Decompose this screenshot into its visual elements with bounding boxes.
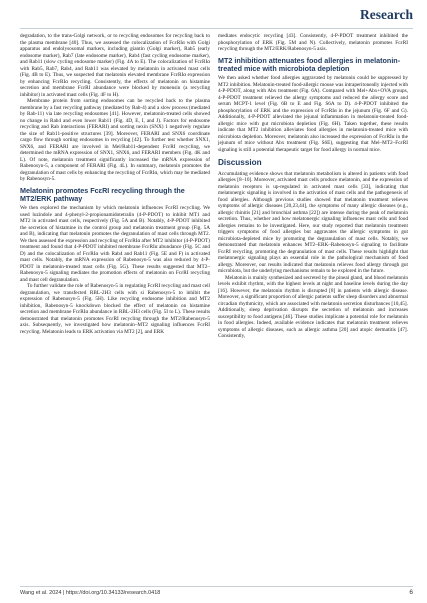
header-rule bbox=[20, 28, 413, 29]
left-column bbox=[20, 33, 210, 335]
paragraph: Melatonin is mainly synthesized and secreted by the pineal gland, and blood melatonin levels exhibit rhythm, with the highest levels at night and baseline levels during the day [16]. However, the melatonin rhythm is disrupted [8] in patients with allergic disease. Moreover, a significant proportion of allergic patients suffer sleep disorders and abnormal circadian rhythmicity, which are associated with melatonin secretion disturbances [10,45]. Additionally, sleep deprivation disrupts the secretion of melatonin and increases susceptibility to food antigens [46]. These studies implicate a potential role for melatonin in food allergies. Indeed, available evidence indicates that melatonin treatment relieves symptoms of allergic diseases, such as allergic asthma [20] and atopic dermatitis [47]. Consistently, bbox=[218, 274, 408, 340]
paragraph: mediates endocytic recycling [43]. Consistently, 4-P-PDOT treatment inhibited the phosphorylation of ERK (Fig. 5M and N). Collectively, melatonin promotes FcεRI recycling through the MT2/ERK/Rabenosyn-5 axis. bbox=[218, 33, 408, 52]
section-heading: Melatonin promotes FcεRI recycling through the MT2/ERK pathway bbox=[20, 185, 185, 203]
footer-rule bbox=[20, 586, 413, 587]
right-column bbox=[218, 33, 408, 340]
journal-logo: Research bbox=[360, 7, 413, 22]
discussion-heading: Discussion bbox=[218, 158, 262, 168]
paragraph: We then asked whether food allergies aggravated by melatonin could be suppressed by MT2 inhibition. Melatonin-treated food-allergic mouse was intraperitoneally injected with 4-P-PDOT, along with Abx treatment (Fig. 6A). Compared with Mel+Abx+OVA groups, 4-P-PDOT treatment relieved the allergy symptoms and reduced the allergy score and serum MCPT-1 level (Fig. 6B to E and Fig. S6A to D). 4-P-PDOT inhibited the phosphorylation of ERK and the expression of FcεRIα in the jejunum (Fig. 6F and G). Additionally, 4-P-PDOT alleviated the jejunal inflammation in melatonin-treated food-allergic mice with gut microbiota depletion (Fig. 6H). Taken together, these results indicate that MT2 inhibition alleviates food allergies in melatonin-treated mice with microbiota depletion. Moreover, melatonin also increased the expression of FcεRIα in the jejunum of mice without Abx treatment (Fig. S6E), suggesting that Mel–MT2–FcεRI signaling is still a potential therapeutic target for food allergy in normal mice. bbox=[218, 75, 408, 153]
paragraph: Membrane protein from sorting endosomes can be recycled back to the plasma membrane by a fast recycling pathway (mediated by Rab-4) and a slow process (mediated by Rab-11) via late recycling endosomes [41]. However, melatonin-treated cells showed no change in Rab4 and even lower Rab11 (Fig. 4D, E, I, and J). Factors for endosome recycling and Rab interactions (FERARI) and sorting nexin (SNX) 1 negatively regulate the size of Rab11-positive structures [39]. Moreover, FERARI and SNX6 coordinate cargo flow through sorting endosomes in recycling [42]. To further test whether SNX1, SNX6, and FERARI are involved in Mel/Rab11-dependent FcεRI recycling, we determined the mRNA expression of SNX1, SNX6, and FERARI members (Fig. 4K and L). Of note, melatonin treatment significantly increased the mRNA expression of Rabenosyn-5, a component of FERARI (Fig. 4L). In summary, melatonin promotes the degranulation of mast cells by enhancing the recycling of FcεRIα, which may be mediated by Rabenosyn-5. bbox=[20, 98, 210, 182]
footer-citation: Wang et al. 2024 | https://doi.org/10.34133/research.0418 bbox=[20, 590, 161, 596]
paragraph: We then explored the mechanism by which melatonin influences FcεRI recycling. We used luzindole and 4-phenyl-2-propionamidotetralin (4-P-PDOT) to inhibit MT1 and MT2 in activated mast cells, respectively (Fig. 5A and B). Notably, 4-P-PDOT inhibited the secretion of histamine in the control group and melatonin treatment group (Fig. 5A and B), indicating that melatonin promotes the degranulation of mast cells through MT2. We then assessed the expression and recycling of FcεRIα after MT2 inhibitor (4-P-PDOT) treatment and found that 4-P-PDOT inhibited membrane FcεRIα abundance (Fig. 5C and D) and the colocalization of FcεRIα with Rab4 and Rab11 (Fig. 5E and F) in activated mast cells. Notably, the mRNA expression of Rabenosyn-5 was also reduced by 4-P-PDOT in melatonin-treated mast cells (Fig. 5G). These results suggested that MT2–Rabenosyn-5 signaling mediates the promotion effects of melatonin on FcεRI recycling and mast cell degranulation. bbox=[20, 205, 210, 283]
paragraph: Accumulating evidence shows that melatonin metabolism is altered in patients with food allergies [8–10]. Moreover, activated mast cells produce melatonin, and the expression of melatonin receptors is up-regulated in activated mast cells [33], indicating that melatonergic signaling is involved in the activation of mast cells and the pathogenesis of food allergies. Although previous studies showed that melatonin treatment relieves symptoms of allergic diseases [20,23,44], the symptoms of many allergic diseases (e.g., allergic rhinitis [21] and bronchial asthma [22]) are intense during the peak of melatonin secretion. Thus, whether and how melatonergic signaling influences mast cells and food allergies remains to be investigated. Here, our study reported that melatonin treatment triggers symptoms of food allergies but aggravates the allergic symptoms in gut microbiota-depleted mice by promoting the degranulation of mast cells. Notably, we demonstrated that melatonin enhances MT2–ERK–Rabenosyn-5 signaling to facilitate FcεRI recycling, promoting the degranulation of mast cells. These results highlight that melatonergic signaling plays an essential role in the pathological mechanism of food allergy. Moreover, our results indicated that melatonin relieves food allergy through gut microbiota, but the underlying mechanisms remain to be explored in the future. bbox=[218, 170, 408, 275]
section-heading: MT2 inhibition attenuates food allergies in melatonin-treated mice with microbiota depletion bbox=[218, 55, 401, 73]
page-number: 6 bbox=[409, 589, 413, 596]
paragraph: degradation, to the trans-Golgi network, or to recycling endosomes for recycling back to the plasma membrane [40]. Thus, we assessed the colocalization of FcεRIα with Golgi apparatus and endolysosomal markers, including giantin (Golgi marker), Rab5 (early endosome marker), Rab7 (late endosome marker), Rab4 (fast cycling endosome marker), and Rab11 (slow cycling endosome marker) (Fig. 4A to E). The colocalization of FcεRIα with Rab5, Rab7, Rab4, and Rab11 was elevated by melatonin in activated mast cells (Fig. 4B to E). Thus, we suspected that melatonin elevated membrane FcεRIα expression by enhancing FcεRIα recycling. Consistently, the effects of melatonin on histamine secretion and membrane FcεRI abundance were blocked by monensin (a recycling inhibitor) in activated mast cells (Fig. 4F to H). bbox=[20, 33, 210, 98]
paragraph: To further validate the role of Rabenosyn-5 in regulating FcεRI recycling and mast cell degranulation, we transfected RBL-2H3 cells with si Rabenosyn-5 to inhibit the expression of Rabenosyn-5 (Fig. 5H). Like recycling endosome inhibition and MT2 inhibition, Rabenosyn-5 knockdown blocked the effect of melatonin on histamine secretion and membrane FcεRIα abundance in RBL-2H3 cells (Fig. 5I to L). These results demonstrated that melatonin promotes FcεRI recycling through the MT2/Rabenosyn-5 axis. Subsequently, we investigated how melatonin–MT2 signaling influences FcεRI recycling. Melatonin leads to ERK activation via MT2 [2], and ERK bbox=[20, 283, 210, 335]
